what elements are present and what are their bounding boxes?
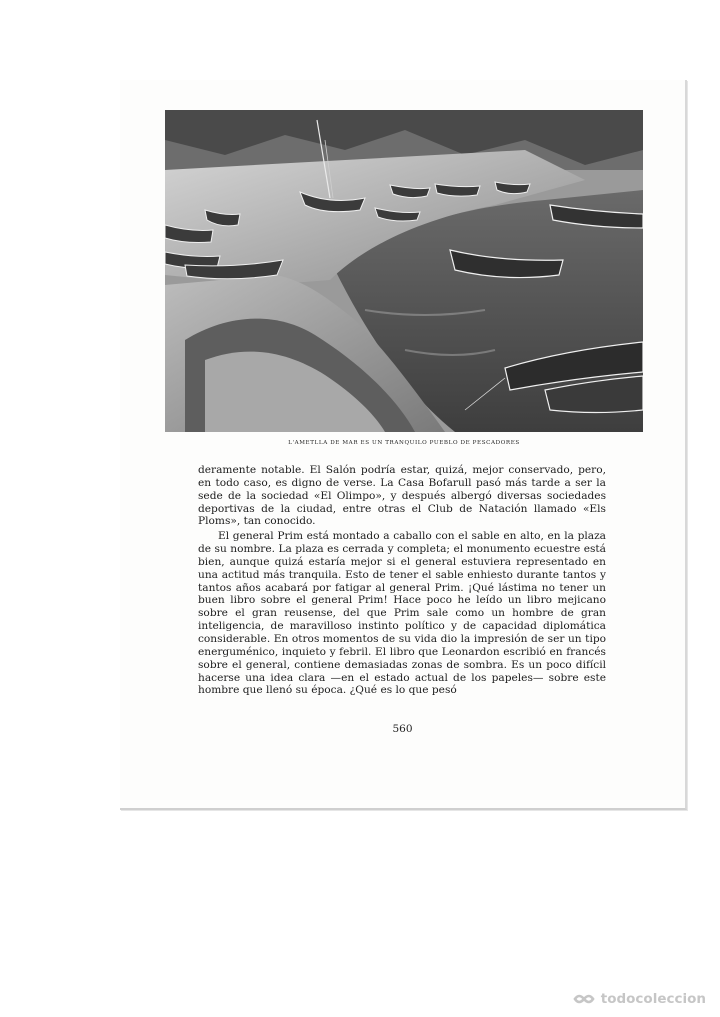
watermark-text: todocoleccion bbox=[600, 991, 706, 1007]
article-body bbox=[198, 464, 606, 697]
todocoleccion-logo-icon bbox=[573, 992, 595, 1006]
page-number: 560 bbox=[392, 723, 413, 735]
harbor-photo bbox=[165, 110, 643, 432]
photo-caption: L'AMETLLA DE MAR ES UN TRANQUILO PUEBLO DE PESCADORES bbox=[288, 440, 520, 446]
paragraph: El general Prim está montado a caballo con el sable en alto, en la plaza de su nombre. La plaza es cerrada y completa; el monumento ecuestre está bien, aunque quizá estaría mejor si el general estuviera representado en una actitud más tranquila. Esto de tener el sable enhiesto durante tantos y tantos años acabará por fatigar al general Prim. ¡Qué lástima no tener un buen libro sobre el general Prim! Hace poco he leído un libro mejicano sobre el gran reusense, del que Prim sale como un hombre de gran inteligencia, de maravilloso instinto político y de capacidad diplomática considerable. En otros momentos de su vida dio la impresión de ser un tipo energuménico, inquieto y febril. El libro que Leonardon escribió en francés sobre el general, contiene demasiadas zonas de sombra. Es un poco difícil hacerse una idea clara —en el estado actual de los papeles— sobre este hombre que llenó su época. ¿Qué es lo que pesó bbox=[198, 530, 606, 697]
watermark bbox=[573, 991, 706, 1007]
harbor-photo-illustration bbox=[165, 110, 643, 432]
paragraph: deramente notable. El Salón podría estar, quizá, mejor conservado, pero, en todo caso, es digno de verse. La Casa Bofarull pasó más tarde a ser la sede de la sociedad «El Olimpo», y después albergó diversas sociedades deportivas de la ciudad, entre otras el Club de Natación llamado «Els Ploms», tan conocido. bbox=[198, 464, 606, 528]
scanned-page bbox=[120, 80, 687, 810]
